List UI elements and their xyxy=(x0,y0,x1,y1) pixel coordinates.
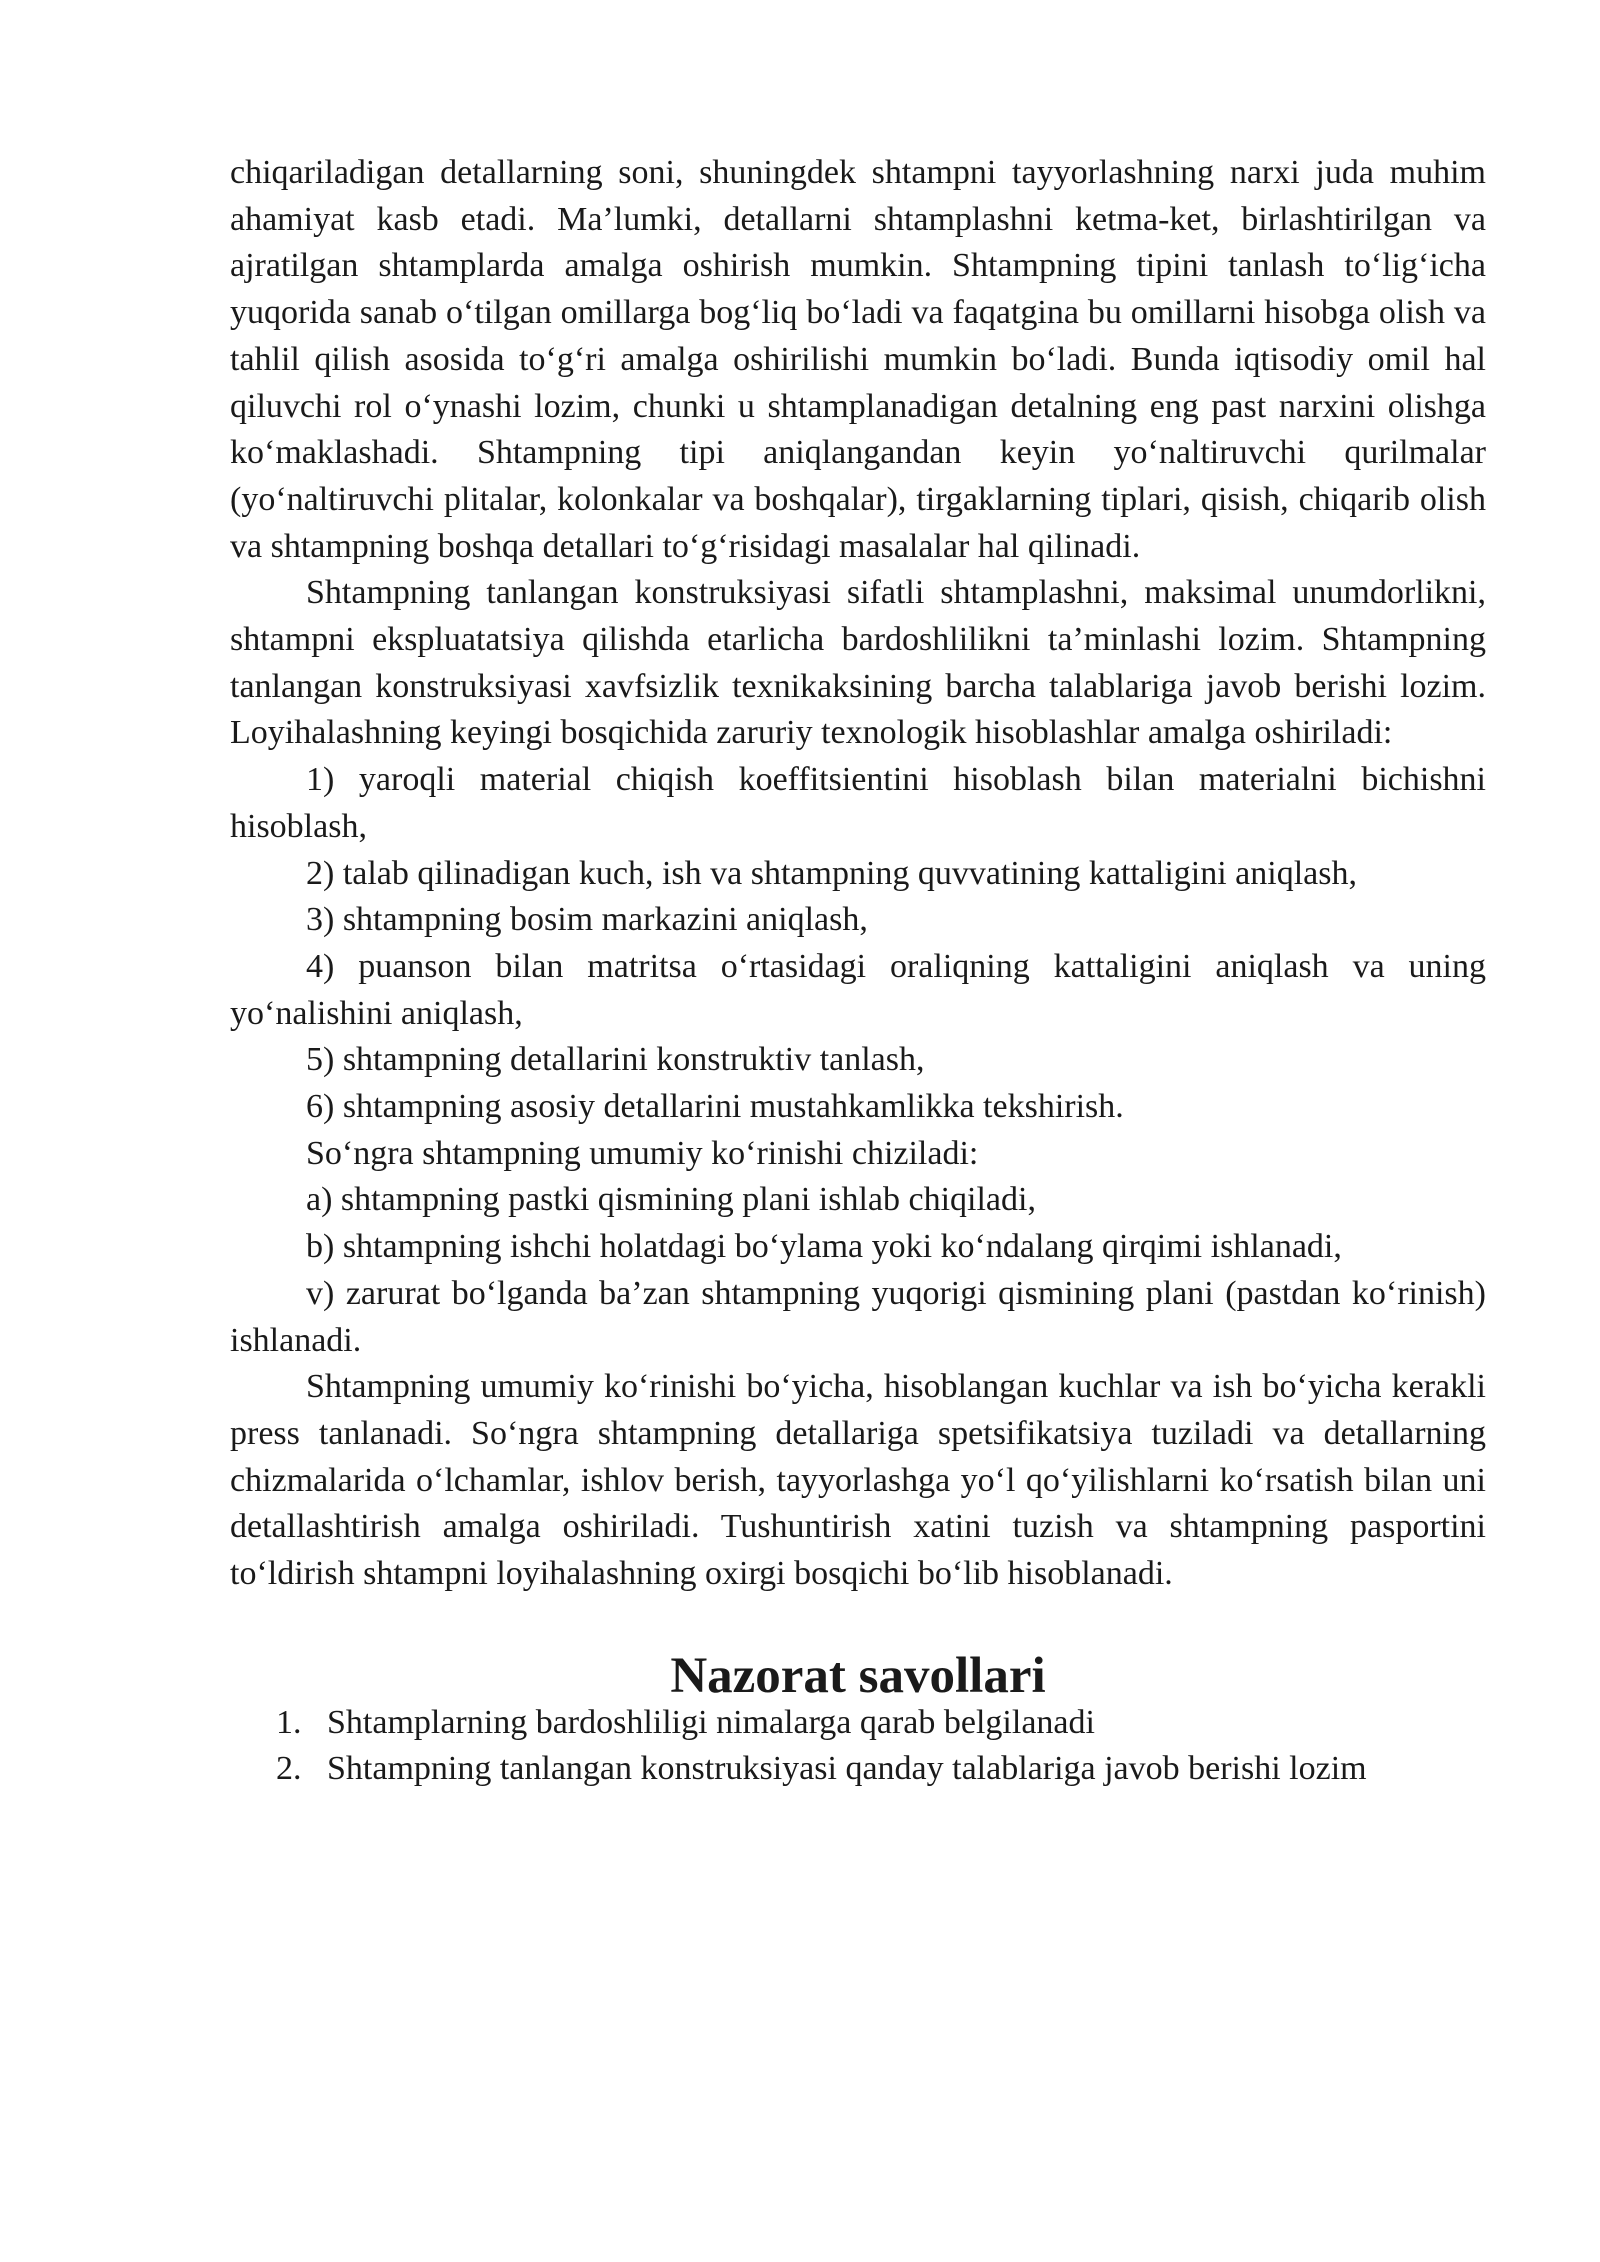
list-item-1: 1) yaroqli material chiqish koeffitsientini hisoblash bilan materialni bichishni hisoblash, xyxy=(230,761,1486,845)
list-item-v: v) zarurat bo‘lganda ba’zan shtampning yuqorigi qismining plani (pastdan ko‘rinish) ishlanadi. xyxy=(230,1274,1486,1359)
list-item-b: b) shtampning ishchi holatdagi bo‘ylama yoki ko‘ndalang qirqimi ishlanadi, xyxy=(306,1228,1342,1266)
list-item-6: 6) shtampning asosiy detallarini mustahkamlikka tekshirish. xyxy=(306,1088,1124,1126)
list-item-4: 4) puanson bilan matritsa o‘rtasidagi oraliqning kattaligini aniqlash va uning yo‘nalishini aniqlash, xyxy=(230,947,1486,1032)
paragraph-2: Shtampning tanlangan konstruksiyasi sifatli shtamplashni, maksimal unumdorlikni, shtampni ekspluatatsiya qilishda etarlicha bardoshlilikni ta’minlashi lozim. Shtampning tanlangan konstruksiyasi xavfsizlik texnikaksining barcha talablariga javob berishi lozim. Loyihalashning keyingi bosqichida zaruriy texnologik hisoblashlar amalga oshiriladi: xyxy=(230,574,1486,752)
paragraph-drawing-intro: So‘ngra shtampning umumiy ko‘rinishi chiziladi: xyxy=(306,1134,979,1172)
paragraph-1: chiqariladigan detallarning soni, shuningdek shtampni tayyorlashning narxi juda muhim ahamiyat kasb etadi. Ma’lumki, detallarni shtamplashni ketma-ket, birlashtirilgan va ajratilgan shtamplarda amalga oshirish mumkin. Shtampning tipini tanlash to‘lig‘icha yuqorida sanab o‘tilgan omillarga bog‘liq bo‘ladi va faqatgina bu omillarni hisobga olish va tahlil qilish asosida to‘g‘ri amalga oshirilishi mumkin bo‘ladi. Bunda iqtisodiy omil hal qiluvchi rol o‘ynashi lozim, chunki u shtamplanadigan detalning eng past narxini olishga ko‘maklashadi. Shtampning tipi aniqlangandan keyin yo‘naltiruvchi qurilmalar (yo‘naltiruvchi plitalar, kolonkalar va boshqalar), tirgaklarning tiplari, qisish, chiqarib olish va shtampning boshqa detallari to‘g‘risidagi masalalar hal qilinadi. xyxy=(230,154,1486,565)
list-item-a: a) shtampning pastki qismining plani ishlab chiqiladi, xyxy=(306,1181,1036,1219)
question-item-2 xyxy=(230,1746,1486,1793)
paragraph-final: Shtampning umumiy ko‘rinishi bo‘yicha, hisoblangan kuchlar va ish bo‘yicha kerakli press tanlanadi. So‘ngra shtampning detallariga spetsifikatsiya tuziladi va detallarning chizmalarida o‘lchamlar, ishlov berish, tayyorlashga yo‘l qo‘yilishlarni ko‘rsatish bilan uni detallashtirish amalga oshiriladi. Tushuntirish xatini tuzish va shtampning pasportini to‘ldirish shtampni loyihalashning oxirgi bosqichi bo‘lib hisoblanadi. xyxy=(230,1368,1486,1593)
question-item-1 xyxy=(230,1700,1486,1747)
question-text: Shtamplarning bardoshliligi nimalarga qarab belgilanadi xyxy=(327,1703,1095,1741)
question-text: Shtampning tanlangan konstruksiyasi qanday talablariga javob berishi lozim xyxy=(327,1750,1367,1788)
document-page xyxy=(230,150,1486,1793)
questions-heading: Nazorat savollari xyxy=(670,1647,1046,1704)
question-number: 2. xyxy=(276,1750,302,1788)
questions-list xyxy=(230,1700,1486,1793)
list-item-5: 5) shtampning detallarini konstruktiv tanlash, xyxy=(306,1041,925,1079)
question-number: 1. xyxy=(276,1703,302,1741)
list-item-3: 3) shtampning bosim markazini aniqlash, xyxy=(306,901,868,939)
list-item-2: 2) talab qilinadigan kuch, ish va shtampning quvvatining kattaligini aniqlash, xyxy=(306,854,1357,892)
